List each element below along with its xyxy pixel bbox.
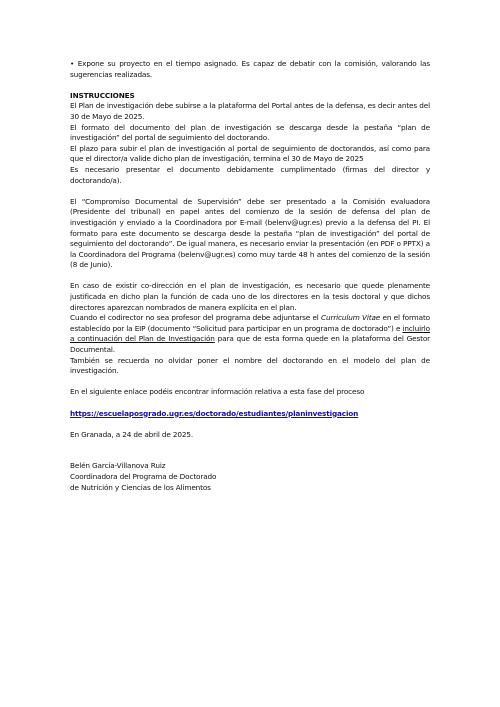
instruction-format: El formato del documento del plan de investigación se descarga desde la pestaña “plan de investigación” del portal de seguimiento del doctorando.	[70, 122, 430, 143]
codireccion-paragraph: En caso de existir co-dirección en el plan de investigación, es necesario que quede plenamente justificada en dicho plan la función de cada uno de los directores en la tesis doctoral y que dichos directores aparezcan nombrados de manera explícita en el plan.	[70, 281, 430, 312]
curriculum-vitae-text: Curriculum Vitae	[321, 313, 381, 323]
codirector-text-a: Cuando el codirector no sea profesor del programa debe adjuntarse el	[70, 313, 322, 323]
link-intro: En el siguiente enlace podéis encontrar información relativa a esta fase del proceso	[70, 387, 365, 397]
compromiso-paragraph: El “Compromiso Documental de Supervisión” debe ser presentado a la Comisión evaluadora (Presidente del tribunal) en papel antes del comienzo de la sesión de defensa del plan de investigación y enviado a la Coordinadora por E-mail (belenv@ugr.es) previo a la defensa del PI. El formato para este documento se descarga desde la pestaña “plan de investigación” del portal de seguimiento del doctorando”. De igual manera, es necesario enviar la presentación (en PDF o PPTX) a la Coordinadora del Programa (belenv@ugr.es) como muy tarde 48 h antes del comienzo de la sesión (8 de Junio).	[70, 196, 430, 270]
signatory-name: Belén García-Villanova Ruiz	[70, 461, 166, 471]
codirector-text-c: para que de esta forma quede en la plataforma del Gestor Documental.	[70, 334, 430, 355]
info-link[interactable]: https://escuelaposgrado.ugr.es/doctorado/estudiantes/planinvestigacion	[70, 408, 359, 418]
signatory-program: de Nutrición y Ciencias de los Alimentos	[70, 482, 211, 492]
instruction-deadline: El Plan de investigación debe subirse a la plataforma del Portal antes de la defensa, es decir antes del 30 de Mayo de 2025.	[70, 101, 430, 121]
signatory-role: Coordinadora del Programa de Doctorado	[70, 471, 217, 481]
bullet-item: • Expone su proyecto en el tiempo asignado. Es capaz de debatir con la comisión, valorando las sugerencias realizadas.	[70, 59, 430, 79]
date-line: En Granada, a 24 de abril de 2025.	[70, 429, 194, 439]
instruction-upload: El plazo para subir el plan de investigación al portal de seguimiento de doctorandos, así como para que el director/a valide dicho plan de investigación, termina el 30 de Mayo de 2025	[70, 143, 430, 164]
underlined-instruction: incluirlo a continuación del Plan de Investigación	[70, 323, 430, 344]
instruction-signatures: Es necesario presentar el documento debidamente cumplimentado (firmas del director y doctorando/a).	[70, 164, 430, 185]
document-page	[70, 59, 430, 493]
codirector-paragraph	[70, 313, 430, 355]
reminder-paragraph: También se recuerda no olvidar poner el nombre del doctorando en el modelo del plan de investigación.	[70, 355, 430, 376]
codirector-text-b: en el formato establecido por la EIP (documento “Solicitud para participar en un programa de doctorado”) e	[70, 313, 430, 333]
section-heading: INSTRUCCIONES	[70, 90, 135, 100]
